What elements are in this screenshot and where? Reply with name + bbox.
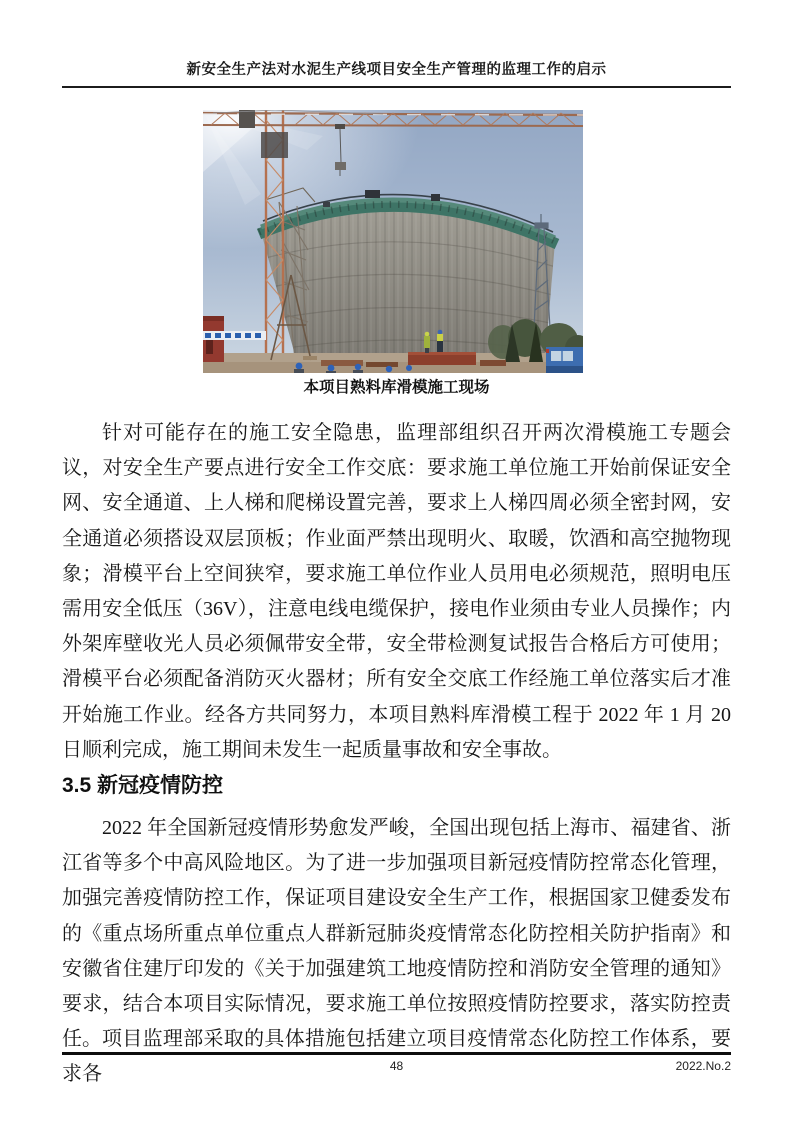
construction-photo-drawing — [203, 110, 583, 373]
photo-caption: 本项目熟料库滑模施工现场 — [303, 379, 490, 396]
paragraph-covid-measures: 项目监理部采取的具体措施包括建立项目疫情常态化防控工作体系，要求各 — [62, 1028, 731, 1086]
page-number: 48 — [389, 1059, 404, 1073]
paragraph-slipform-safety: 针对可能存在的施工安全隐患，监理部组织召开两次滑模施工专题会议，对安全生产要点进行安全工作交底：要求施工单位施工开始前保证安全网、安全通道、上人梯和爬梯设置完善，要求上人梯四周必须全密封网，安全通道必须搭设双层顶板；作业面严禁出现明火、取暖，饮酒和高空抛物现象；滑模平台上空间狭窄，要求施工单位作业人员用电必须规范，照明电压需用安全低压（36V），注意电线电缆保护，接电作业须由专业人员操作；内外架库壁收光人员必须佩带安全带，安全带检测复试报告合格后方可使用；滑模平台必须配备消防灭火器材；所有安全交底工作经施工单位落实后才准开始施工作业。经各方共同努力，本项目熟料库滑模工程于 2022 年 1 月 20 日顺利完成，施工期间未发生一起质量事故和安全事故。 — [62, 422, 731, 761]
paragraph-covid-policy: 2022 年全国新冠疫情形势愈发严峻，全国出现包括上海市、福建省、浙江省等多个中高风险地区。为了进一步加强项目新冠疫情防控常态化管理，加强完善疫情防控工作，保证项目建设安全生产工作，根据国家卫健委发布的《重点场所重点单位重点人群新冠肺炎疫情常态化防控相关防护指南》和安徽省住建厅印发的《关于加强建筑工地疫情防控和消防安全管理的通知》要求，结合本项目实际情况，要求施工单位按照疫情防控要求，落实防控责任。 — [62, 817, 731, 1051]
truck — [546, 347, 583, 373]
issue-number: 2022.No.2 — [675, 1059, 731, 1073]
construction-photo — [203, 110, 583, 373]
footer-divider — [62, 1052, 731, 1055]
section-heading-3-5: 3.5 新冠疫情防控 — [62, 774, 224, 798]
crane-cab — [261, 132, 288, 158]
header-divider — [62, 86, 731, 88]
crane-counterweight — [239, 110, 255, 128]
page-title: 新安全生产法对水泥生产线项目安全生产管理的监理工作的启示 — [186, 62, 607, 78]
